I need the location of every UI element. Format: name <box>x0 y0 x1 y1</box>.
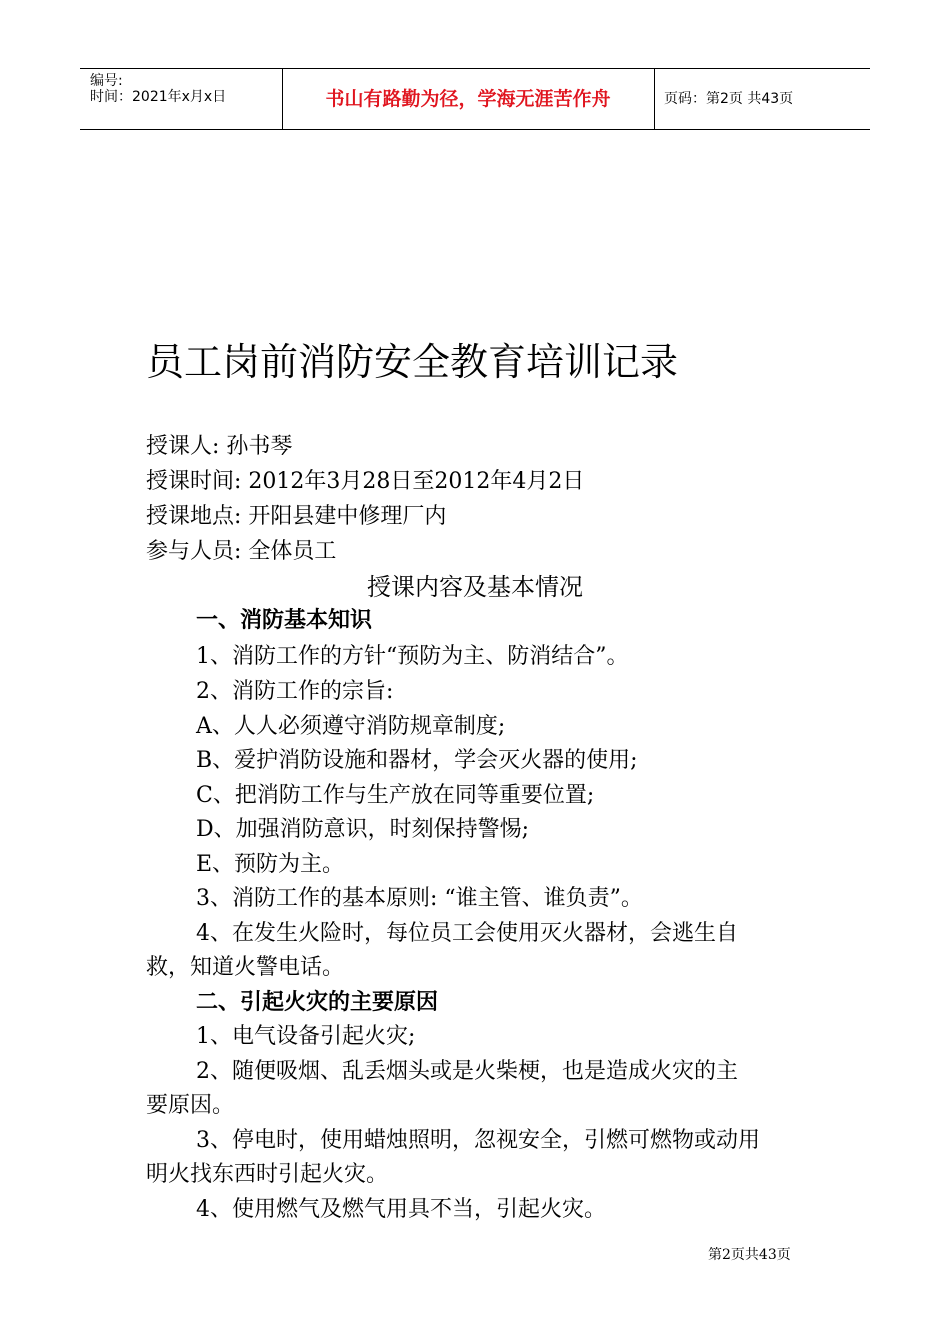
list-item: 4、在发生火险时，每位员工会使用灭火器材，会逃生自 <box>196 921 738 946</box>
list-item: D、加强消防意识，时刻保持警惕; <box>196 817 530 842</box>
heading-fire-basics: 一、消防基本知识 <box>196 608 373 633</box>
heading-fire-causes: 二、引起火灾的主要原因 <box>196 990 439 1015</box>
time-line: 授课时间: 2012年3月28日至2012年4月2日 <box>146 469 585 494</box>
list-item: E、预防为主。 <box>196 852 345 877</box>
list-item-continuation: 救，知道火警电话。 <box>146 955 345 980</box>
list-item: 4、使用燃气及燃气用具不当，引起火灾。 <box>196 1197 606 1222</box>
participants-line: 参与人员: 全体员工 <box>146 539 337 564</box>
list-item-continuation: 明火找东西时引起火灾。 <box>146 1162 389 1187</box>
list-item: 3、停电时，使用蜡烛照明，忽视安全，引燃可燃物或动用 <box>196 1128 760 1153</box>
page-label: 页码：第2页 共43页 <box>664 91 794 107</box>
instructor-line: 授课人: 孙书琴 <box>146 434 293 459</box>
header-meta-cell <box>80 69 283 129</box>
document-title: 员工岗前消防安全教育培训记录 <box>146 340 679 384</box>
header-motto-cell <box>282 69 655 129</box>
motto: 书山有路勤为径，学海无涯苦作舟 <box>325 88 611 110</box>
list-item: 2、随便吸烟、乱丢烟头或是火柴梗，也是造成火灾的主 <box>196 1059 738 1084</box>
list-item: B、爱护消防设施和器材，学会灭火器的使用; <box>196 748 638 773</box>
time-label: 时间：2021年x月x日 <box>90 89 227 105</box>
page-header <box>80 68 870 130</box>
list-item: 3、消防工作的基本原则: “谁主管、谁负责”。 <box>196 886 643 911</box>
list-item: A、人人必须遵守消防规章制度; <box>196 714 506 739</box>
list-item: 1、电气设备引起火灾; <box>196 1024 416 1049</box>
list-item: 2、消防工作的宗旨: <box>196 679 394 704</box>
list-item: C、把消防工作与生产放在同等重要位置; <box>196 783 595 808</box>
list-item-continuation: 要原因。 <box>146 1093 235 1118</box>
page-footer: 第2页共43页 <box>708 1247 791 1263</box>
number-label: 编号: <box>90 73 123 89</box>
section-title: 授课内容及基本情况 <box>367 573 583 601</box>
header-page-cell <box>654 69 870 129</box>
location-line: 授课地点: 开阳县建中修理厂内 <box>146 504 447 529</box>
list-item: 1、消防工作的方针“预防为主、防消结合”。 <box>196 644 629 669</box>
